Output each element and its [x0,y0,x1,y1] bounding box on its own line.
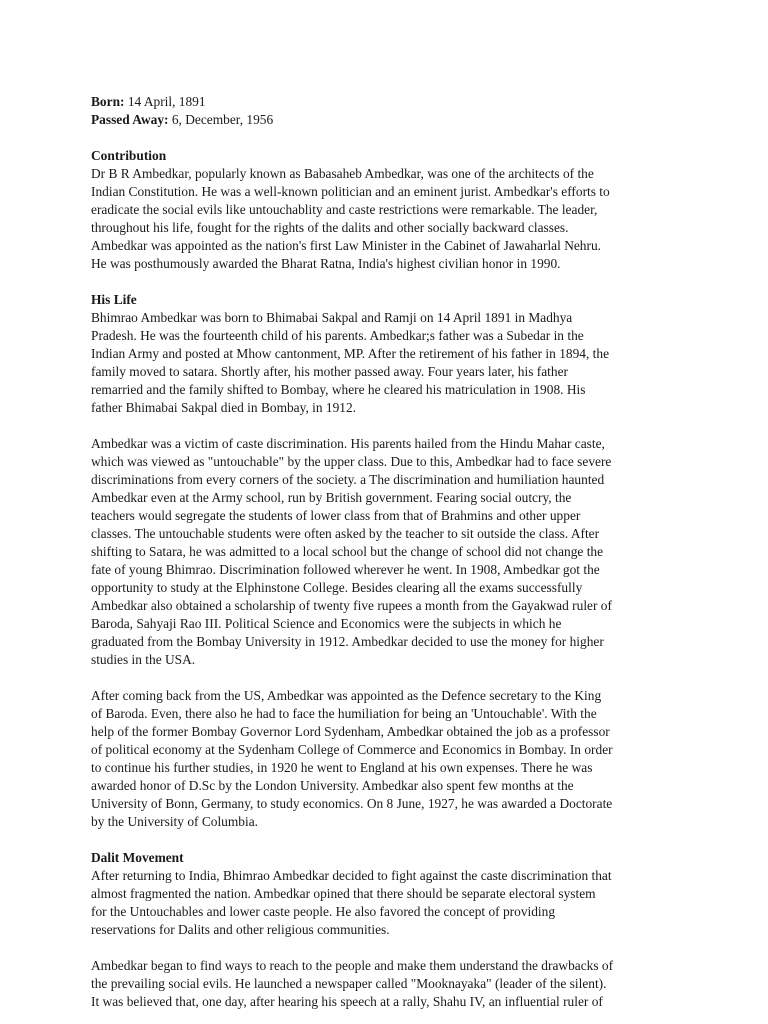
spacer [91,417,681,435]
text-line: studies in the USA. [91,652,196,667]
paragraph [91,309,681,417]
text-line: University of Bonn, Germany, to study economics. On 8 June, 1927, he was awarded a Doctorate [91,796,613,811]
text-line: family moved to satara. Shortly after, his mother passed away. Four years later, his father [91,364,569,379]
passed-away-line [91,111,681,129]
paragraph [91,435,681,669]
text-line: by the University of Columbia. [91,814,258,829]
text-line: discriminations from every corners of the society. a The discrimination and humiliation haunted [91,472,605,487]
text-line: opportunity to study at the Elphinstone College. Besides clearing all the exams successfully [91,580,583,595]
spacer [91,939,681,957]
passed-away-value: 6, December, 1956 [168,112,274,127]
paragraph [91,165,681,273]
text-line: of political economy at the Sydenham College of Commerce and Economics in Bombay. In order [91,742,613,757]
text-line: Ambedkar began to find ways to reach to the people and make them understand the drawbacks of [91,958,614,973]
paragraph [91,867,681,939]
text-line: Pradesh. He was the fourteenth child of his parents. Ambedkar;s father was a Subedar in the [91,328,584,343]
section-heading: Dalit Movement [91,850,184,865]
spacer [91,273,681,291]
text-line: Indian Constitution. He was a well-known politician and an eminent jurist. Ambedkar's efforts to [91,184,610,199]
text-line: for the Untouchables and lower caste people. He also favored the concept of providing [91,904,556,919]
text-line: graduated from the Bombay University in 1912. Ambedkar decided to use the money for higher [91,634,604,649]
spacer [91,129,681,147]
sections [91,147,681,1011]
paragraph [91,687,681,831]
spacer [91,669,681,687]
spacer [91,831,681,849]
text-line: help of the former Bombay Governor Lord Sydenham, Ambedkar obtained the job as a professor [91,724,610,739]
text-line: father Bhimabai Sakpal died in Bombay, in 1912. [91,400,357,415]
text-line: awarded honor of D.Sc by the London University. Ambedkar also spent few months at the [91,778,574,793]
text-line: He was posthumously awarded the Bharat Ratna, India's highest civilian honor in 1990. [91,256,561,271]
born-value: 14 April, 1891 [124,94,206,109]
text-line: Ambedkar was a victim of caste discrimination. His parents hailed from the Hindu Mahar caste, [91,436,605,451]
text-line: reservations for Dalits and other religious communities. [91,922,390,937]
text-line: Ambedkar also obtained a scholarship of twenty five rupees a month from the Gayakwad ruler of [91,598,612,613]
document-page [91,93,681,1011]
text-line: Indian Army and posted at Mhow cantonment, MP. After the retirement of his father in 1894, the [91,346,610,361]
text-line: It was believed that, one day, after hearing his speech at a rally, Shahu IV, an influential ruler of [91,994,603,1009]
text-line: fate of young Bhimrao. Discrimination followed wherever he went. In 1908, Ambedkar got the [91,562,600,577]
passed-away-label: Passed Away: [91,112,169,127]
text-line: Dr B R Ambedkar, popularly known as Babasaheb Ambedkar, was one of the architects of the [91,166,594,181]
text-line: Bhimrao Ambedkar was born to Bhimabai Sakpal and Ramji on 14 April 1891 in Madhya [91,310,573,325]
section-heading: His Life [91,292,137,307]
text-line: shifting to Satara, he was admitted to a local school but the change of school did not change the [91,544,604,559]
text-line: After returning to India, Bhimrao Ambedkar decided to fight against the caste discrimination that [91,868,612,883]
born-line [91,93,681,111]
text-line: almost fragmented the nation. Ambedkar opined that there should be separate electoral system [91,886,596,901]
section-heading: Contribution [91,148,167,163]
text-line: eradicate the social evils like untouchablity and caste restrictions were remarkable. The leader, [91,202,598,217]
paragraph [91,957,681,1011]
text-line: which was viewed as "untouchable" by the upper class. Due to this, Ambedkar had to face severe [91,454,612,469]
text-line: throughout his life, fought for the rights of the dalits and other socially backward classes. [91,220,569,235]
text-line: teachers would segregate the students of lower class from that of Brahmins and other upper [91,508,581,523]
text-line: remarried and the family shifted to Bombay, where he cleared his matriculation in 1908. His [91,382,586,397]
text-line: the prevailing social evils. He launched a newspaper called "Mooknayaka" (leader of the silent). [91,976,607,991]
text-line: to continue his further studies, in 1920 he went to England at his own expenses. There he was [91,760,593,775]
text-line: of Baroda. Even, there also he had to face the humiliation for being an 'Untouchable'. With the [91,706,597,721]
text-line: After coming back from the US, Ambedkar was appointed as the Defence secretary to the King [91,688,602,703]
text-line: Ambedkar even at the Army school, run by British government. Fearing social outcry, the [91,490,572,505]
born-label: Born: [91,94,125,109]
text-line: Ambedkar was appointed as the nation's first Law Minister in the Cabinet of Jawaharlal Nehru. [91,238,602,253]
text-line: classes. The untouchable students were often asked by the teacher to sit outside the class. After [91,526,600,541]
text-line: Baroda, Sahyaji Rao III. Political Science and Economics were the subjects in which he [91,616,562,631]
